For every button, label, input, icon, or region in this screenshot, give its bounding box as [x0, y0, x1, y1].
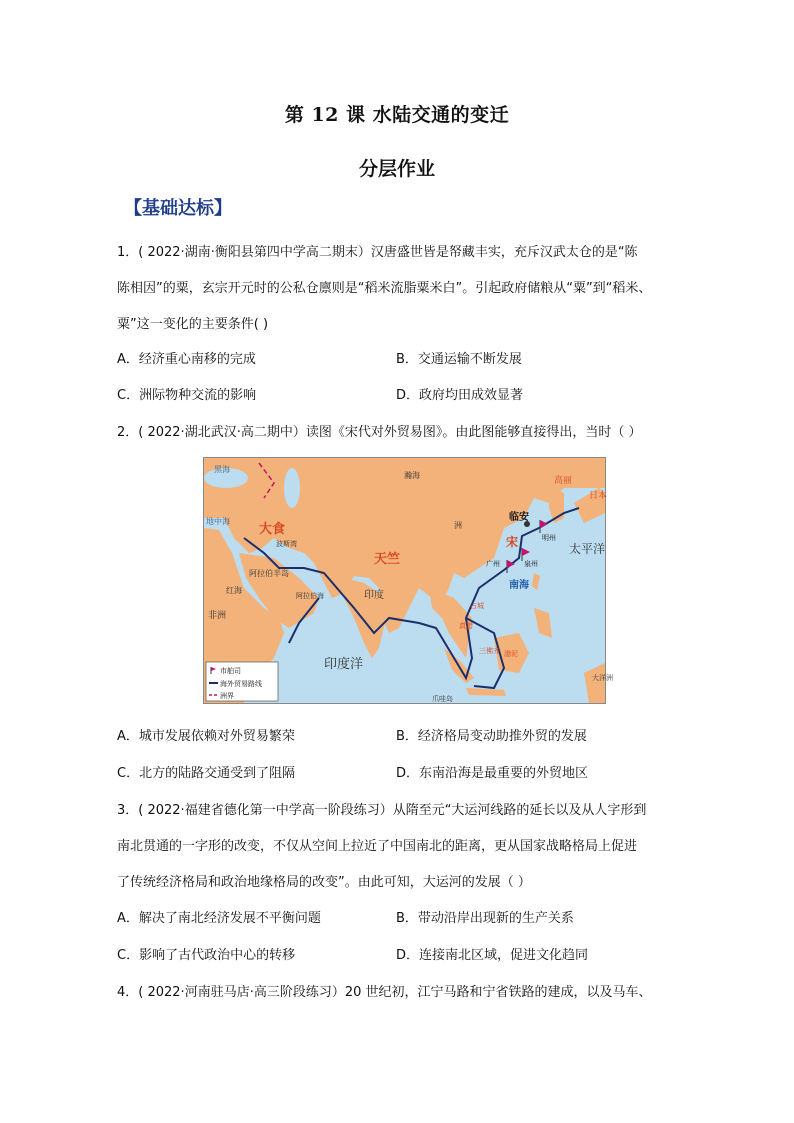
label-quanzhou: 泉州	[524, 560, 538, 568]
label-dishi: 地中海	[206, 517, 230, 526]
map-svg	[204, 458, 613, 703]
q1-option-a[interactable]: A．经济重心南移的完成	[117, 352, 256, 367]
label-yinduyang: 印度洋	[324, 657, 364, 672]
q1-line-1: 1．( 2022·湖南·衡阳县第四中学高二期末）汉唐盛世皆是帑藏丰实，充斥汉武太仓的是“陈	[117, 245, 638, 260]
label-alabo: 阿拉伯半岛	[249, 569, 289, 578]
q3-option-b[interactable]: B．带动沿岸出现新的生产关系	[396, 911, 574, 926]
label-heihai: 黑海	[214, 465, 230, 474]
q3-option-a[interactable]: A．解决了南北经济发展不平衡问题	[117, 911, 321, 926]
legend-port: 市舶司	[220, 667, 241, 675]
lesson-title: 第 12 课 水陆交通的变迁	[284, 104, 510, 126]
label-linan: 临安	[509, 512, 529, 523]
label-honghai: 红海	[226, 586, 242, 595]
q4-line-1: 4．( 2022·河南驻马店·高三阶段练习）20 世纪初，江宁马路和宁省铁路的建成，以及马车、	[117, 985, 652, 1000]
label-yindu: 印度	[364, 590, 384, 601]
q2-line-1: 2．( 2022·湖北武汉·高二期中）读图《宋代对外贸易图》。由此图能够直接得出，当时（ ）	[117, 425, 642, 440]
q3-line-2: 南北贯通的一字形的改变，不仅从空间上拉近了中国南北的距离，更从国家战略格局上促进	[117, 839, 638, 854]
legend-route: 海外贸易路线	[220, 680, 262, 688]
q2-option-a[interactable]: A．城市发展依赖对外贸易繁荣	[117, 729, 295, 744]
label-zhou: 洲	[454, 521, 462, 530]
label-feizhou: 非洲	[208, 611, 227, 621]
q1-option-d[interactable]: D．政府均田成效显著	[396, 388, 524, 403]
map-legend	[206, 662, 278, 701]
q1-line-2: 陈相因”的粟，玄宗开元时的公私仓廪则是“稻米流脂粟米白”。引起政府储粮从“粟”到“稻米、	[117, 281, 652, 296]
label-bosi: 波斯湾	[276, 540, 297, 548]
label-riben: 日本	[589, 491, 608, 501]
label-nanhai: 南海	[509, 580, 529, 591]
homework-subtitle: 分层作业	[358, 158, 435, 180]
q2-option-d[interactable]: D．东南沿海是最重要的外贸地区	[396, 766, 589, 781]
label-zhaowa: 爪哇岛	[432, 695, 453, 703]
q2-option-b[interactable]: B．经济格局变动助推外贸的发展	[396, 729, 587, 744]
q3-option-d[interactable]: D．连接南北区域，促进文化趋同	[396, 948, 589, 963]
map-caspian	[284, 468, 300, 508]
q1-option-b[interactable]: B．交通运输不断发展	[396, 352, 522, 367]
song-trade-map	[203, 457, 613, 704]
label-taipingyang: 太平洋	[569, 542, 606, 556]
q1-line-3: 粟”这一变化的主要条件( )	[117, 317, 269, 332]
label-boni: 渤泥	[504, 650, 518, 658]
label-tianzhu: 天竺	[374, 552, 401, 567]
label-sanfoqi: 三佛齐	[479, 647, 500, 655]
label-guangzhou: 广州	[486, 560, 500, 568]
q2-option-c[interactable]: C．北方的陆路交通受到了阻隔	[117, 766, 296, 781]
label-zhanpo: 占城	[470, 602, 484, 610]
label-zhenla: 真腊	[459, 622, 473, 630]
q1-option-c[interactable]: C．洲际物种交流的影响	[117, 388, 257, 403]
label-dayang: 大洋洲	[592, 674, 613, 682]
label-song: 宋	[506, 535, 519, 549]
q3-line-1: 3．( 2022·福建省德化第一中学高一阶段练习）从隋至元“大运河线路的延长以及从人字形到	[117, 803, 647, 818]
legend-border: 洲界	[220, 692, 234, 700]
q3-line-3: 了传统经济格局和政治地缘格局的改变”。由此可知，大运河的发展（ ）	[117, 875, 531, 890]
label-alabohai: 阿拉伯海	[296, 592, 324, 600]
q3-option-c[interactable]: C．影响了古代政治中心的转移	[117, 948, 296, 963]
label-gaoli: 高丽	[554, 476, 573, 486]
label-dashi: 大食	[259, 522, 286, 537]
label-hanhai: 瀚海	[404, 471, 420, 480]
section-heading-basic: 【基础达标】	[124, 198, 232, 219]
label-mingzhou: 明州	[542, 534, 556, 542]
